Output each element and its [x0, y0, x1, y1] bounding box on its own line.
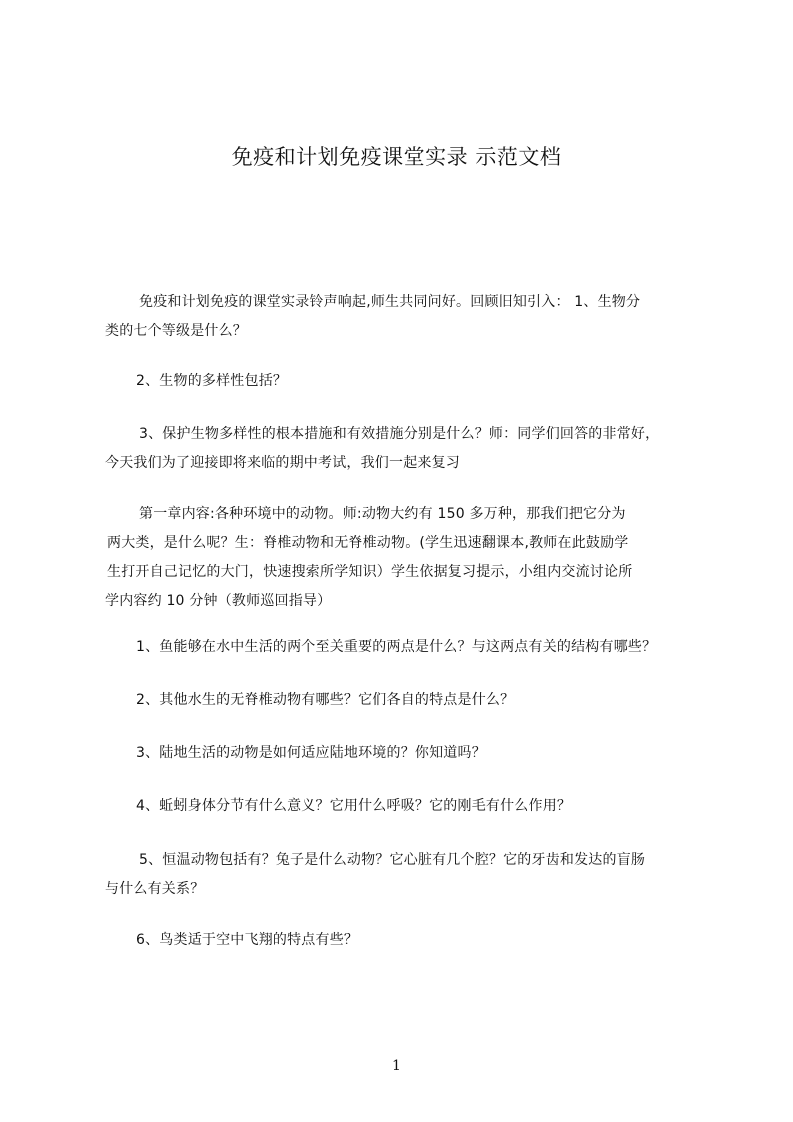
- paragraph-line: 2、生物的多样性包括？: [136, 373, 288, 389]
- page-number: 1: [392, 1058, 401, 1074]
- paragraph-line: 与什么有关系？: [105, 881, 205, 897]
- paragraph-line: 学内容约 10 分钟（教师巡回指导）: [105, 593, 332, 609]
- question-biodiversity: [105, 367, 717, 396]
- paragraph-chapter-one: [105, 500, 717, 616]
- paragraph-line: 生打开自己记忆的大门，快速搜索所学知识）学生依据复习提示，小组内交流讨论所: [107, 564, 633, 580]
- paragraph-line: 免疫和计划免疫的课堂实录铃声响起,师生共同问好。回顾旧知引入： 1、生物分: [139, 294, 641, 310]
- paragraph-line: 类的七个等级是什么？: [105, 323, 247, 339]
- question-birds: [105, 926, 717, 955]
- paragraph-line: 5、恒温动物包括有？兔子是什么动物？它心脏有几个腔？它的牙齿和发达的盲肠: [139, 852, 646, 868]
- paragraph-line: 4、蚯蚓身体分节有什么意义？它用什么呼吸？它的刚毛有什么作用？: [136, 798, 572, 814]
- question-protection: [105, 420, 717, 478]
- paragraph-line: 3、陆地生活的动物是如何适应陆地环境的？你知道吗？: [136, 745, 486, 761]
- paragraph-line: 今天我们为了迎接即将来临的期中考试，我们一起来复习: [105, 455, 460, 471]
- document-title: 免疫和计划免疫课堂实录 示范文档: [231, 145, 562, 169]
- paragraph-line: 1、鱼能够在水中生活的两个至关重要的两点是什么？与这两点有关的结构有哪些？: [136, 639, 657, 655]
- paragraph-line: 第一章内容:各种环境中的动物。师:动物大约有 150 多万种，那我们把它分为: [139, 506, 626, 522]
- question-fish: [105, 633, 717, 662]
- paragraph-line: 6、鸟类适于空中飞翔的特点有些？: [136, 932, 359, 948]
- paragraph-line: 2、其他水生的无脊椎动物有哪些？它们各自的特点是什么？: [136, 692, 515, 708]
- question-earthworm: [105, 792, 717, 821]
- paragraph-line: 3、保护生物多样性的根本措施和有效措施分别是什么？师：同学们回答的非常好，: [139, 426, 660, 442]
- question-invertebrates: [105, 686, 717, 715]
- paragraph-line: 两大类，是什么呢？生：脊椎动物和无脊椎动物。(学生迅速翻课本,教师在此鼓励学: [107, 535, 629, 551]
- paragraph-intro: [105, 288, 717, 346]
- question-warm-blooded: [105, 846, 717, 904]
- question-land-animals: [105, 739, 717, 768]
